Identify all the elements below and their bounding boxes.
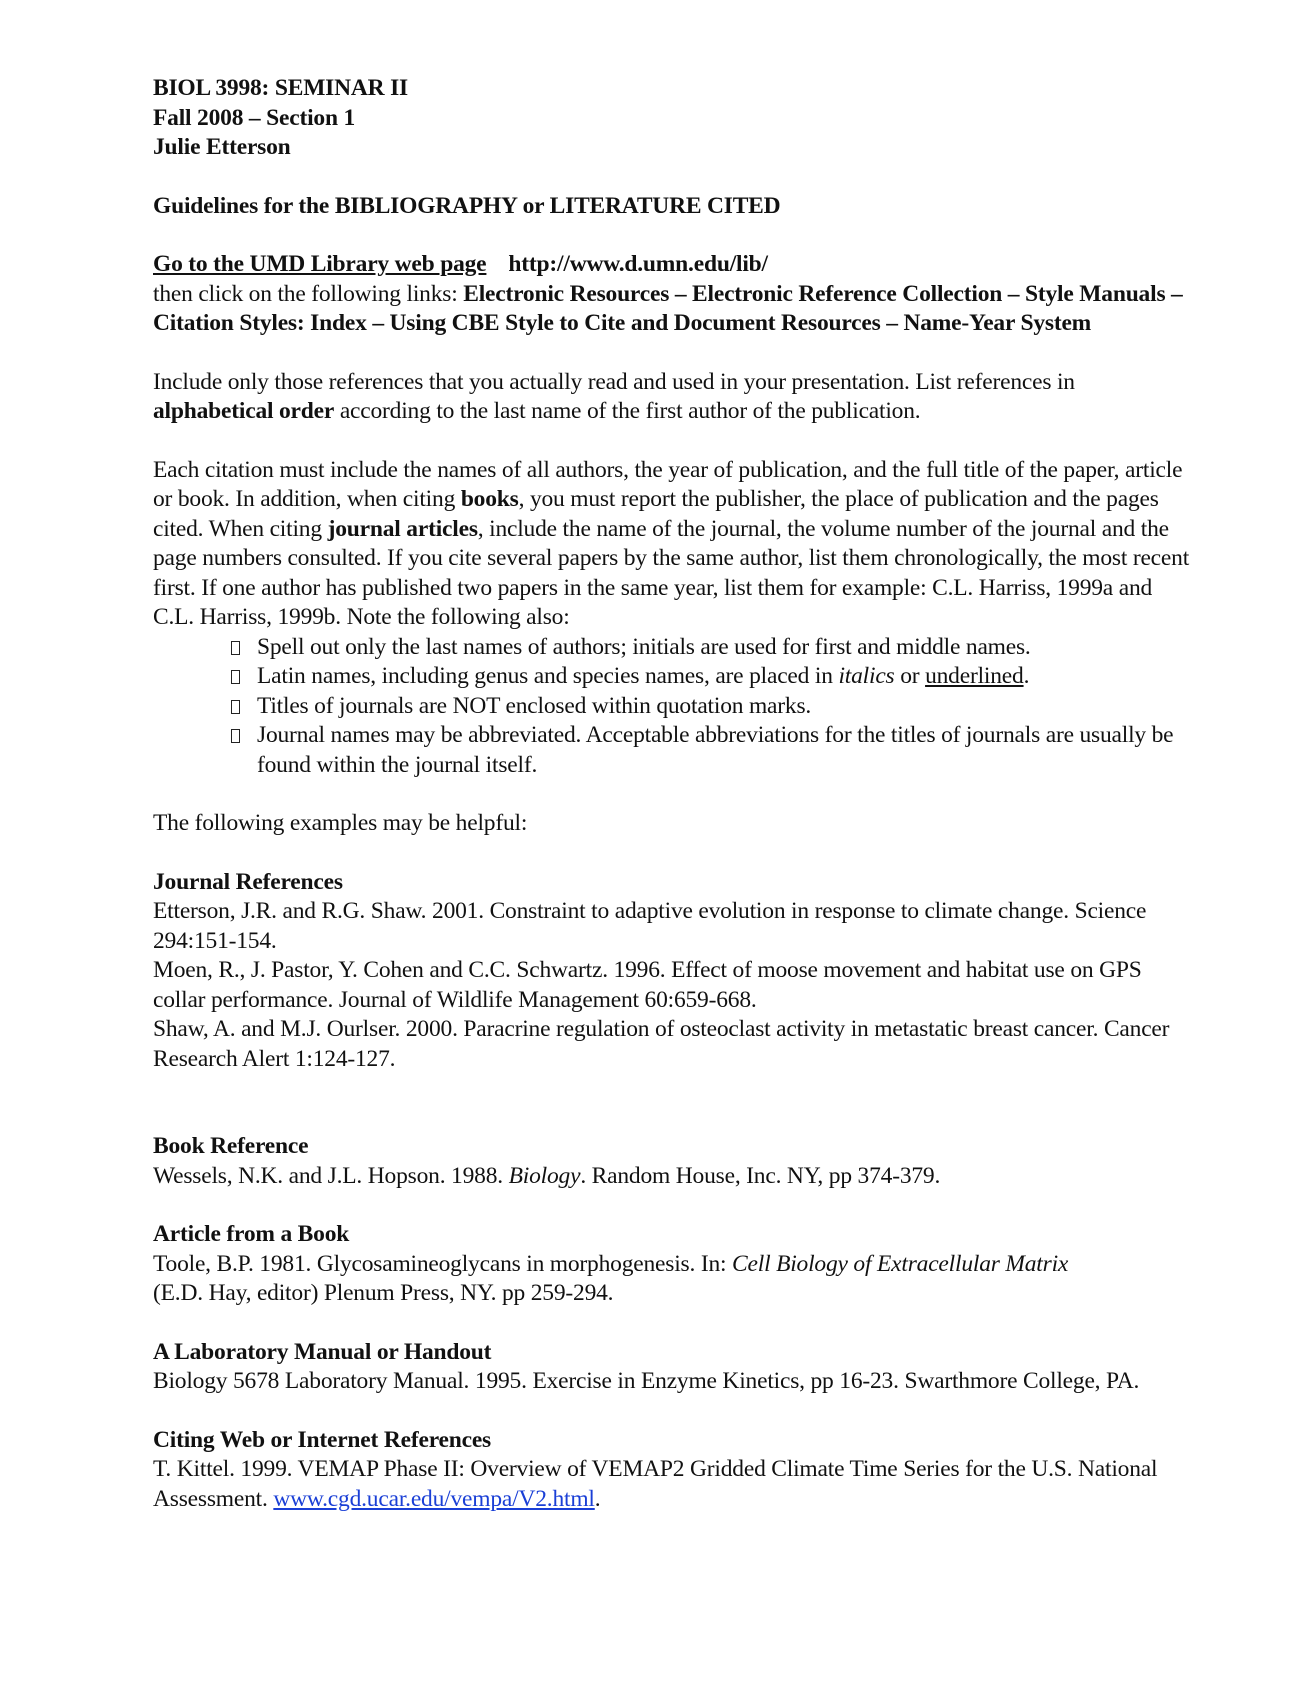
paragraph-citation-rules xyxy=(153,456,1193,633)
course-term: Fall 2008 – Section 1 xyxy=(153,104,356,131)
article-book-reference xyxy=(153,1250,1193,1309)
para1-text-b: according to the last name of the first author of the publication. xyxy=(339,398,921,424)
para2-text-c: , include the name of the journal, the volume number of the journal and the page numbers consulted. If you cite several papers by the same author, list them chronologically, the most recent first. If one author has published two papers in the same year, list them for example: C.L. Harriss, 1999a and C.L. Harriss, 1999b. Note the following also: xyxy=(153,515,1190,630)
course-title: BIOL 3998: SEMINAR II xyxy=(153,75,409,101)
web-ref-link[interactable]: www.cgd.ucar.edu/vempa/V2.html xyxy=(273,1485,595,1512)
bullet-text: Latin names, including genus and species names, are placed in xyxy=(257,663,833,689)
journal-reference-1: Etterson, J.R. and R.G. Shaw. 2001. Constraint to adaptive evolution in response to climate change. Science 294:151-154. xyxy=(153,898,1147,954)
lab-manual-heading: A Laboratory Manual or Handout xyxy=(153,1338,492,1365)
web-reference-heading: Citing Web or Internet References xyxy=(153,1426,492,1453)
library-url: http://www.d.umn.edu/lib/ xyxy=(508,251,768,277)
bullet-text: Spell out only the last names of authors; initials are used for first and middle names. xyxy=(257,633,1031,660)
lab-manual-reference: Biology 5678 Laboratory Manual. 1995. Exercise in Enzyme Kinetics, pp 16-23. Swarthmore College, PA. xyxy=(153,1368,1140,1394)
journal-reference-2: Moen, R., J. Pastor, Y. Cohen and C.C. Schwartz. 1996. Effect of moose movement and habitat use on GPS collar performance. Journal of Wildlife Management 60:659-668. xyxy=(153,957,1142,1013)
journal-reference-3: Shaw, A. and M.J. Ourlser. 2000. Paracrine regulation of osteoclast activity in metastatic breast cancer. Cancer Research Alert 1:124-127. xyxy=(153,1016,1170,1072)
para2-bold-books: books xyxy=(460,486,519,512)
list-item xyxy=(231,721,1193,780)
para2-text-a: Each citation must include the names of all authors, the year of publication, and the full title of the paper, article or book. In addition, when citing xyxy=(153,456,1183,512)
rules-list xyxy=(153,633,1193,781)
instructor-name: Julie Etterson xyxy=(153,134,291,160)
list-item xyxy=(231,633,1193,663)
bullet-underline: underlined xyxy=(925,663,1024,689)
para2-bold-journals: journal articles xyxy=(327,515,478,542)
para1-text-a: Include only those references that you actually read and used in your presentation. List references in xyxy=(153,368,1075,395)
bullet-text: Titles of journals are NOT enclosed within quotation marks. xyxy=(257,692,812,719)
book-reference-heading: Book Reference xyxy=(153,1133,309,1159)
web-ref-end: . xyxy=(594,1485,601,1512)
bullet-box-icon xyxy=(231,670,240,684)
para1-bold: alphabetical order xyxy=(153,398,335,424)
examples-intro: The following examples may be helpful: xyxy=(153,810,528,836)
bullet-box-icon xyxy=(231,641,240,655)
bullet-text: . xyxy=(1023,663,1030,689)
bullet-box-icon xyxy=(231,729,240,743)
bullet-text: Journal names may be abbreviated. Acceptable abbreviations for the titles of journals are usually be found within the journal itself. xyxy=(257,722,1174,778)
book-ref-publisher: . Random House, Inc. NY, pp 374-379. xyxy=(580,1162,941,1189)
list-item xyxy=(231,662,1193,692)
article-ref-publisher: (E.D. Hay, editor) Plenum Press, NY. pp 259-294. xyxy=(153,1280,614,1306)
book-ref-title: Biology xyxy=(508,1162,581,1189)
journal-references-heading: Journal References xyxy=(153,868,343,895)
library-intro: then click on the following links: xyxy=(153,280,458,307)
bullet-box-icon xyxy=(231,700,240,714)
web-reference xyxy=(153,1455,1193,1514)
library-instructions xyxy=(153,250,1193,339)
library-path: Electronic Resources – Electronic Reference Collection – Style Manuals – Citation Styles: Index – Using CBE Style to Cite and Document Resources – Name-Year System xyxy=(153,280,1183,336)
article-ref-book-title: Cell Biology of Extracellular Matrix xyxy=(732,1250,1069,1277)
bullet-italic: italics xyxy=(838,663,895,689)
library-link-label[interactable]: Go to the UMD Library web page xyxy=(153,251,487,277)
bullet-text: or xyxy=(900,663,920,689)
list-item xyxy=(231,692,1193,722)
web-ref-text: T. Kittel. 1999. VEMAP Phase II: Overview of VEMAP2 Gridded Climate Time Series for the U.S. National Assessment. xyxy=(153,1456,1158,1512)
article-ref-text: Toole, B.P. 1981. Glycosamineoglycans in morphogenesis. In: xyxy=(153,1250,727,1277)
paragraph-include-only xyxy=(153,368,1193,427)
document-page xyxy=(153,74,1193,1514)
para2-text-b: , you must report the publisher, the place of publication and the pages cited. When citing xyxy=(153,486,1159,542)
book-ref-text: Wessels, N.K. and J.L. Hopson. 1988. xyxy=(153,1162,503,1189)
page-title: Guidelines for the BIBLIOGRAPHY or LITERATURE CITED xyxy=(153,192,781,219)
book-reference xyxy=(153,1162,1193,1192)
article-book-heading: Article from a Book xyxy=(153,1221,350,1247)
